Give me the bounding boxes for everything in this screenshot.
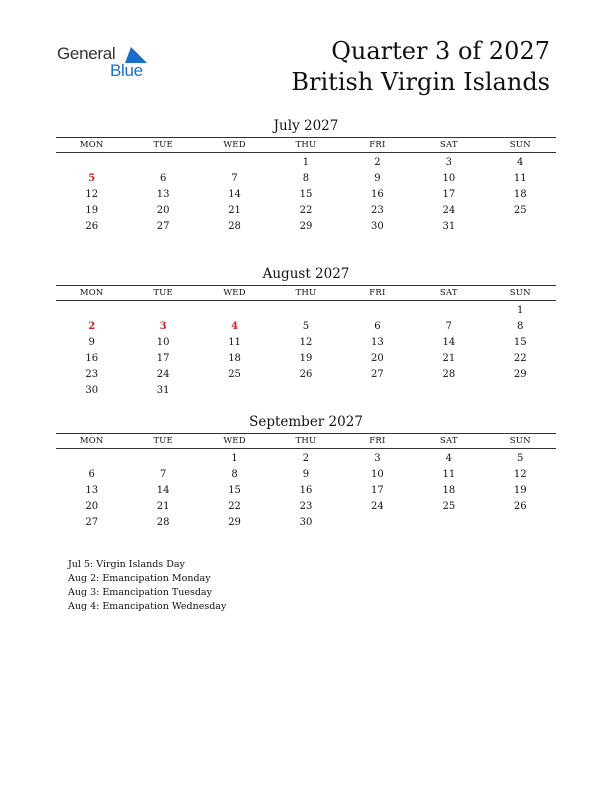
logo-general-text: General: [57, 44, 116, 63]
day-cell: 15: [299, 189, 313, 200]
day-cell: 7: [445, 321, 452, 332]
day-cell: 2: [374, 157, 381, 168]
day-cell: 15: [513, 337, 527, 348]
week-row: [56, 187, 556, 203]
day-cell: 16: [299, 485, 313, 496]
title-quarter: Quarter 3 of 2027: [331, 37, 550, 65]
day-cell: 29: [228, 517, 241, 528]
day-cell: 5: [88, 173, 96, 184]
day-cell: [127, 303, 198, 319]
day-cell: 26: [85, 221, 99, 232]
holiday-note: Jul 5: Virgin Islands Day: [68, 559, 185, 570]
week-row: [56, 499, 556, 515]
day-cell: 18: [442, 485, 456, 496]
day-cell: 31: [156, 385, 170, 396]
day-cell: [413, 515, 484, 531]
weekday-label: MON: [79, 288, 104, 298]
weekday-label: SUN: [509, 288, 531, 298]
day-cell: 27: [85, 517, 99, 528]
day-cell: [413, 303, 484, 319]
day-cell: 21: [442, 353, 456, 364]
day-cell: 24: [371, 501, 384, 512]
day-cell: 6: [374, 321, 381, 332]
holiday-note: Aug 2: Emancipation Monday: [68, 573, 211, 584]
day-cell: 30: [299, 517, 313, 528]
holiday-note: Aug 4: Emancipation Wednesday: [68, 601, 227, 612]
day-cell: [413, 383, 484, 399]
day-cell: 31: [442, 221, 456, 232]
week-row: [56, 335, 556, 351]
week-row: [56, 203, 556, 219]
day-cell: 12: [513, 469, 527, 480]
holiday-note: Aug 3: Emancipation Tuesday: [68, 587, 212, 598]
month-name: August 2027: [262, 266, 350, 282]
week-row: [56, 515, 556, 531]
day-cell: [56, 451, 127, 467]
day-cell: 12: [299, 337, 313, 348]
day-cell: 11: [228, 337, 241, 348]
weekday-header: [56, 137, 556, 153]
day-cell: 14: [156, 485, 170, 496]
weekday-label: SAT: [439, 288, 458, 298]
logo-blue-text: Blue: [110, 61, 143, 80]
weekday-label: TUE: [153, 436, 173, 446]
day-cell: [199, 383, 270, 399]
day-cell: 5: [302, 321, 310, 332]
day-cell: 1: [231, 453, 238, 464]
month-july: [56, 117, 556, 235]
day-cell: 11: [513, 173, 527, 184]
day-cell: 9: [88, 337, 95, 348]
day-cell: 21: [228, 205, 241, 216]
day-cell: 25: [513, 205, 527, 216]
day-cell: 27: [156, 221, 170, 232]
day-cell: 22: [513, 353, 527, 364]
day-cell: 13: [156, 189, 170, 200]
day-cell: 26: [299, 369, 313, 380]
day-cell: 5: [517, 453, 524, 464]
week-row: [56, 451, 556, 467]
day-cell: 20: [85, 501, 99, 512]
title-country: British Virgin Islands: [291, 68, 550, 96]
day-cell: 10: [156, 337, 170, 348]
day-cell: 2: [88, 321, 96, 332]
weekday-label: TUE: [153, 288, 173, 298]
day-cell: 21: [156, 501, 170, 512]
week-row: [56, 219, 556, 235]
month-name: September 2027: [249, 414, 363, 430]
page-title: [291, 36, 550, 98]
weekday-label: WED: [223, 436, 246, 446]
day-cell: 15: [228, 485, 241, 496]
day-cell: 25: [442, 501, 456, 512]
day-cell: 6: [159, 173, 167, 184]
weekday-label: WED: [223, 140, 246, 150]
month-september: [56, 413, 556, 531]
logo: [57, 44, 157, 84]
day-cell: 26: [513, 501, 527, 512]
day-cell: 30: [85, 385, 99, 396]
weekday-header: [56, 433, 556, 449]
day-cell: 8: [517, 321, 524, 332]
weekday-label: TUE: [153, 140, 173, 150]
day-cell: 17: [442, 189, 456, 200]
day-cell: [485, 219, 556, 235]
day-cell: 1: [302, 157, 310, 168]
day-cell: 19: [513, 485, 527, 496]
day-cell: 9: [374, 173, 381, 184]
day-cell: [56, 155, 127, 171]
day-cell: 16: [85, 353, 99, 364]
day-cell: [270, 383, 341, 399]
weekday-label: SUN: [509, 140, 531, 150]
day-cell: [342, 515, 413, 531]
day-cell: 29: [299, 221, 313, 232]
day-cell: [270, 303, 341, 319]
day-cell: 25: [228, 369, 241, 380]
day-cell: 19: [85, 205, 99, 216]
day-cell: 14: [228, 189, 241, 200]
day-cell: 11: [442, 469, 456, 480]
day-cell: 8: [302, 173, 310, 184]
day-cell: 22: [299, 205, 313, 216]
day-cell: 2: [302, 453, 310, 464]
holiday-notes: [68, 558, 226, 614]
day-cell: 4: [231, 321, 239, 332]
week-row: [56, 383, 556, 399]
day-cell: [342, 303, 413, 319]
day-cell: 28: [156, 517, 170, 528]
day-cell: 17: [156, 353, 170, 364]
day-cell: 20: [371, 353, 384, 364]
day-cell: 27: [371, 369, 384, 380]
day-cell: 14: [442, 337, 456, 348]
day-cell: 16: [371, 189, 384, 200]
day-cell: 12: [85, 189, 99, 200]
day-cell: 24: [442, 205, 456, 216]
day-cell: 3: [159, 321, 167, 332]
weekday-label: FRI: [369, 288, 386, 298]
day-cell: 10: [442, 173, 456, 184]
day-cell: 29: [513, 369, 527, 380]
week-row: [56, 467, 556, 483]
weekday-label: FRI: [369, 436, 386, 446]
weekday-label: THU: [295, 436, 317, 446]
day-cell: [342, 383, 413, 399]
day-cell: 22: [228, 501, 241, 512]
day-cell: 3: [445, 157, 452, 168]
day-cell: 9: [302, 469, 310, 480]
weekday-label: THU: [295, 288, 317, 298]
month-name: July 2027: [273, 118, 339, 134]
day-cell: [485, 515, 556, 531]
day-cell: 23: [85, 369, 99, 380]
day-cell: 17: [371, 485, 384, 496]
weekday-label: THU: [295, 140, 317, 150]
day-cell: 30: [371, 221, 384, 232]
week-row: [56, 303, 556, 319]
weekday-label: FRI: [369, 140, 386, 150]
weekday-label: SAT: [439, 436, 458, 446]
day-cell: 23: [371, 205, 384, 216]
day-cell: [56, 303, 127, 319]
day-cell: 4: [517, 157, 524, 168]
day-cell: 1: [517, 305, 524, 316]
week-row: [56, 319, 556, 335]
weekday-label: WED: [223, 288, 246, 298]
day-cell: [127, 451, 198, 467]
day-cell: [199, 303, 270, 319]
day-cell: [199, 155, 270, 171]
day-cell: 28: [228, 221, 241, 232]
day-cell: 8: [231, 469, 238, 480]
day-cell: 19: [299, 353, 313, 364]
day-cell: 28: [442, 369, 456, 380]
day-cell: 13: [85, 485, 99, 496]
week-row: [56, 483, 556, 499]
day-cell: [485, 383, 556, 399]
day-cell: 7: [231, 173, 238, 184]
day-cell: 4: [445, 453, 452, 464]
week-row: [56, 171, 556, 187]
weekday-label: SAT: [439, 140, 458, 150]
day-cell: 13: [371, 337, 384, 348]
day-cell: 18: [228, 353, 241, 364]
day-cell: [127, 155, 198, 171]
day-cell: 7: [159, 469, 167, 480]
weekday-header: [56, 285, 556, 301]
month-august: [56, 265, 556, 399]
day-cell: 6: [88, 469, 95, 480]
weekday-label: MON: [79, 436, 104, 446]
weekday-label: SUN: [509, 436, 531, 446]
weekday-label: MON: [79, 140, 104, 150]
day-cell: 3: [374, 453, 381, 464]
day-cell: 10: [371, 469, 384, 480]
day-cell: 24: [156, 369, 170, 380]
week-row: [56, 367, 556, 383]
week-row: [56, 351, 556, 367]
day-cell: 23: [299, 501, 313, 512]
day-cell: 18: [513, 189, 527, 200]
day-cell: 20: [156, 205, 170, 216]
week-row: [56, 155, 556, 171]
